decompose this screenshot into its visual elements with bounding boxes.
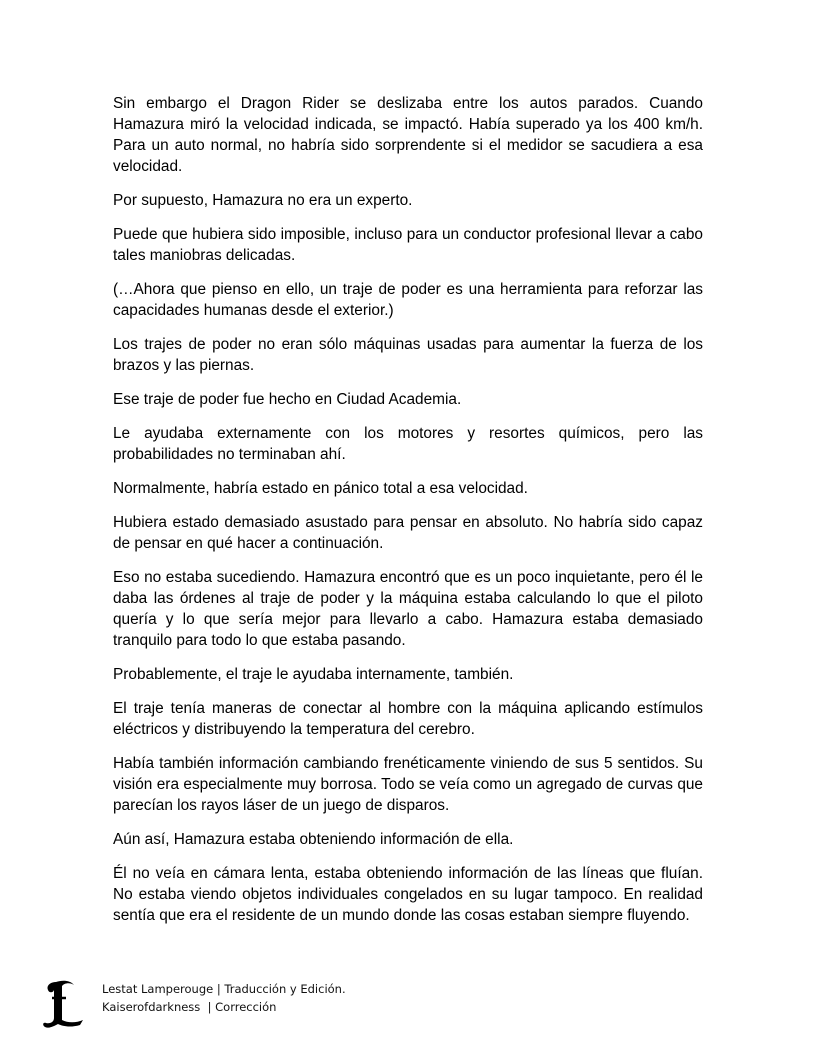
paragraph: Puede que hubiera sido imposible, incluso para un conductor profesional llevar a cabo tales maniobras delicadas. xyxy=(113,226,703,264)
paragraph: Le ayudaba externamente con los motores y resortes químicos, pero las probabilidades no terminaban ahí. xyxy=(113,425,703,463)
paragraph: El traje tenía maneras de conectar al hombre con la máquina aplicando estímulos eléctricos y distribuyendo la temperatura del cerebro. xyxy=(113,700,703,738)
paragraph: Había también información cambiando frenéticamente viniendo de sus 5 sentidos. Su visión era especialmente muy borrosa. Todo se veía como un agregado de curvas que parecían los rayos láser de un juego de disparos. xyxy=(113,755,703,814)
footer-credit-translation: Lestat Lamperouge | Traducción y Edición. xyxy=(102,982,346,996)
paragraph: Hubiera estado demasiado asustado para pensar en absoluto. No habría sido capaz de pensar en qué hacer a continuación. xyxy=(113,514,703,552)
paragraph: Normalmente, habría estado en pánico total a esa velocidad. xyxy=(113,480,528,497)
gothic-l-logo-icon xyxy=(40,978,86,1030)
paragraph: Los trajes de poder no eran sólo máquinas usadas para aumentar la fuerza de los brazos y las piernas. xyxy=(113,336,703,374)
page-footer xyxy=(40,978,740,1038)
paragraph: Por supuesto, Hamazura no era un experto. xyxy=(113,192,413,209)
paragraph: Eso no estaba sucediendo. Hamazura encontró que es un poco inquietante, pero él le daba las órdenes al traje de poder y la máquina estaba calculando lo que el piloto quería y lo que sería mejor para llevarlo a cabo. Hamazura estaba demasiado tranquilo para todo lo que estaba pasando. xyxy=(113,569,703,649)
footer-credits xyxy=(102,980,346,1016)
paragraph: Sin embargo el Dragon Rider se deslizaba entre los autos parados. Cuando Hamazura miró la velocidad indicada, se impactó. Había superado ya los 400 km/h. Para un auto normal, no habría sido sorprendente si el medidor se sacudiera a esa velocidad. xyxy=(113,95,703,175)
page-body xyxy=(113,93,703,939)
paragraph: Probablemente, el traje le ayudaba internamente, también. xyxy=(113,666,514,683)
paragraph: Aún así, Hamazura estaba obteniendo información de ella. xyxy=(113,831,514,848)
footer-credit-correction: Kaiserofdarkness | Corrección xyxy=(102,1000,277,1014)
paragraph: (…Ahora que pienso en ello, un traje de poder es una herramienta para reforzar las capacidades humanas desde el exterior.) xyxy=(113,281,703,319)
paragraph: Ese traje de poder fue hecho en Ciudad Academia. xyxy=(113,391,462,408)
paragraph: Él no veía en cámara lenta, estaba obteniendo información de las líneas que fluían. No estaba viendo objetos individuales congelados en su lugar tampoco. En realidad sentía que era el residente de un mundo donde las cosas estaban siempre fluyendo. xyxy=(113,865,703,924)
